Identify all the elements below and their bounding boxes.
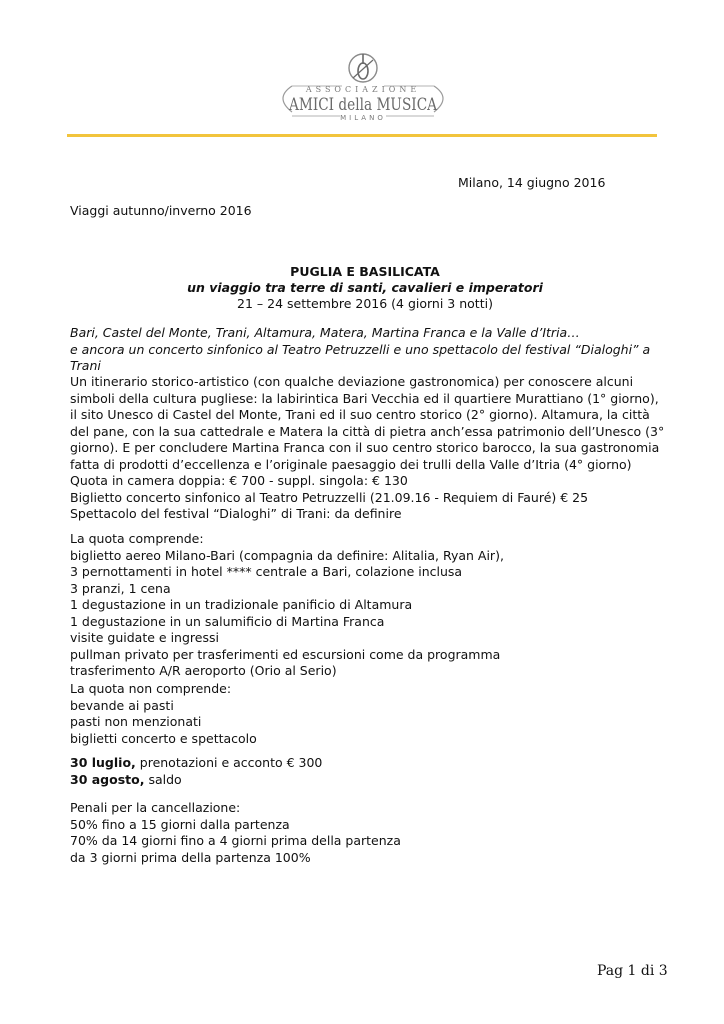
deadline-line [70, 772, 660, 789]
deadline-text: saldo [144, 771, 182, 787]
deadlines-block [70, 755, 660, 788]
deadline-date: 30 luglio, [70, 755, 136, 770]
excludes-item: pasti non menzionati [70, 714, 202, 729]
price-line: Quota in camera doppia: € 700 - suppl. singola: € 130 [70, 473, 408, 488]
intro-line: Trani [70, 358, 101, 373]
description-line: giorno). E per concludere Martina Franca con il suo centro storico barocco, la sua gastronomia [70, 440, 660, 455]
includes-item: 3 pernottamenti in hotel **** centrale a Bari, colazione inclusa [70, 564, 463, 579]
logo-main-text: AMICI della MUSICA [288, 95, 438, 115]
includes-heading: La quota comprende: [70, 531, 204, 546]
description-block [70, 374, 665, 473]
includes-item: 1 degustazione in un tradizionale panificio di Altamura [70, 597, 413, 612]
penalty-item: da 3 giorni prima della partenza 100% [70, 849, 311, 865]
includes-block [70, 531, 660, 680]
deadline-date: 30 agosto, [70, 771, 145, 787]
penalties-block [70, 800, 660, 866]
description-line: fatta di prodotti d’eccellenza e l’originale paesaggio dei trulli della Valle d’Itria (4° giorno) [70, 456, 632, 472]
trip-subtitle: un viaggio tra terre di santi, cavalieri e imperatori [187, 280, 543, 295]
price-line: Spettacolo del festival “Dialoghi” di Trani: da definire [70, 506, 402, 521]
description-line: simboli della cultura pugliese: la labirintica Bari Vecchia ed il quartiere Murattiano (1° giorno), [70, 390, 659, 406]
penalty-item: 70% da 14 giorni fino a 4 giorni prima della partenza [70, 833, 401, 848]
description-line: Un itinerario storico-artistico (con qualche deviazione gastronomica) per conoscere alcuni [70, 374, 634, 389]
violin-emblem-icon [270, 50, 456, 126]
page-number: Pag 1 di 3 [597, 963, 668, 979]
includes-item: trasferimento A/R aeroporto (Orio al Serio) [70, 663, 337, 678]
penalty-item: 50% fino a 15 giorni dalla partenza [70, 816, 290, 832]
intro-line: Bari, Castel del Monte, Trani, Altamura, Matera, Martina Franca e la Valle d’Itria… [70, 325, 580, 340]
deadline-text: prenotazioni e acconto € 300 [135, 755, 323, 770]
logo-top-text: ASSOCIAZIONE [305, 85, 421, 94]
letter-date: Milano, 14 giugno 2016 [458, 175, 606, 190]
price-block [70, 473, 660, 523]
excludes-block [70, 681, 660, 747]
description-line: il sito Unesco di Castel del Monte, Trani ed il suo centro storico (2° giorno). Altamura, la città [70, 407, 650, 422]
excludes-heading: La quota non comprende: [70, 681, 232, 696]
includes-item: 3 pranzi, 1 cena [70, 580, 171, 596]
includes-item: pullman privato per trasferimenti ed escursioni come da programma [70, 646, 501, 662]
excludes-item: biglietti concerto e spettacolo [70, 730, 257, 746]
penalties-heading: Penali per la cancellazione: [70, 800, 241, 815]
trip-dates: 21 – 24 settembre 2016 (4 giorni 3 notti) [237, 296, 493, 311]
intro-block [70, 325, 660, 375]
trip-title: PUGLIA E BASILICATA [290, 264, 440, 279]
logo-bottom-text: MILANO [340, 114, 386, 122]
description-line: del pane, con la sua cattedrale e Matera la città di pietra anch’essa patrimonio dell’Unesco (3° [70, 423, 665, 439]
association-logo [270, 50, 456, 126]
header-divider [67, 134, 657, 137]
includes-item: 1 degustazione in un salumificio di Martina Franca [70, 613, 385, 629]
intro-line: e ancora un concerto sinfonico al Teatro Petruzzelli e uno spettacolo del festival “Dialoghi” a [70, 341, 651, 357]
price-line: Biglietto concerto sinfonico al Teatro Petruzzelli (21.09.16 - Requiem di Fauré) € 25 [70, 489, 589, 505]
deadline-line [70, 755, 660, 772]
includes-item: biglietto aereo Milano-Bari (compagnia da definire: Alitalia, Ryan Air), [70, 547, 504, 563]
excludes-item: bevande ai pasti [70, 697, 174, 713]
includes-item: visite guidate e ingressi [70, 630, 219, 645]
letter-subject: Viaggi autunno/inverno 2016 [70, 203, 252, 218]
